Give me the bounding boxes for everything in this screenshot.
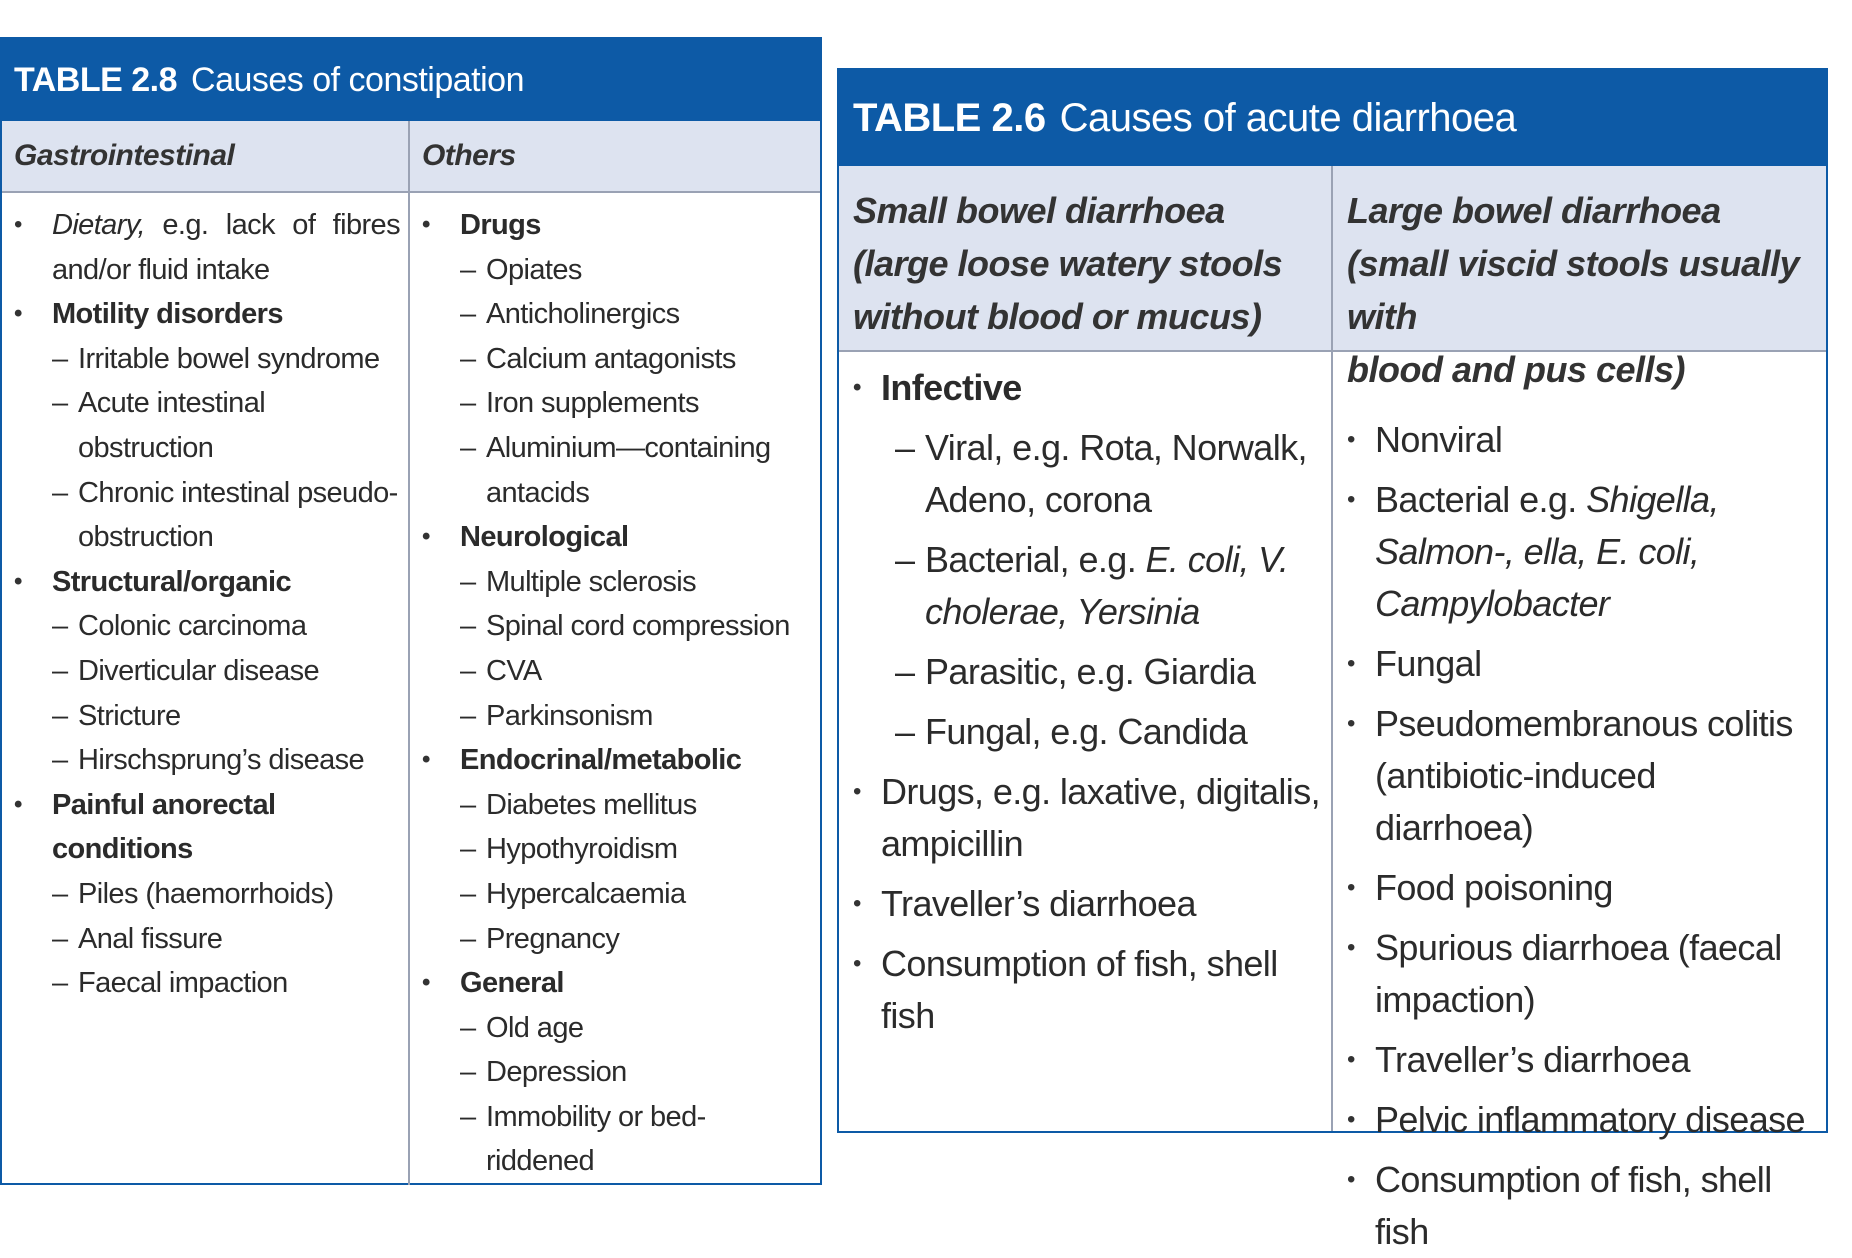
list-item: • Nonviral	[1333, 414, 1818, 466]
list-item-dietary	[2, 203, 400, 292]
list-item: – CVA	[460, 649, 812, 694]
list-item: – Viral, e.g. Rota, Norwalk, Adeno, corona	[895, 422, 1323, 526]
list-item: – Hypercalcaemia	[460, 872, 812, 917]
column-header-gastrointestinal: Gastrointestinal	[2, 121, 410, 191]
list-item: – Chronic intestinal pseudo-obstruction	[52, 471, 400, 560]
list-item: • Pseudomembranous colitis (antibiotic-induced diarrhoea)	[1333, 698, 1818, 854]
list-item: – Opiates	[460, 248, 812, 293]
category-general	[410, 961, 812, 1184]
column-header-large-bowel	[1333, 166, 1826, 390]
list-item: – Faecal impaction	[52, 961, 400, 1006]
others-column	[410, 193, 820, 1185]
header-line: Large bowel diarrhoea	[1347, 190, 1721, 231]
list-item	[1333, 474, 1818, 630]
list-item: • Traveller’s diarrhoea	[839, 878, 1323, 930]
list-item: – Acute intestinal obstruction	[52, 381, 400, 470]
diarrhoea-table	[837, 68, 1828, 1252]
category-drugs	[410, 203, 812, 515]
category-label: Endocrinal/metabolic	[460, 744, 742, 777]
item-text: Bacterial, e.g.	[925, 539, 1146, 580]
gastrointestinal-column	[2, 193, 410, 1185]
list-item: – Anal fissure	[52, 917, 400, 962]
small-bowel-column	[839, 352, 1333, 1131]
category-painful-anorectal	[2, 783, 400, 1006]
list-item: • Food poisoning	[1333, 862, 1818, 914]
category-label: • Infective	[881, 367, 1022, 408]
list-item: – Pregnancy	[460, 917, 812, 962]
column-header-others: Others	[422, 139, 516, 172]
table-title-bar	[2, 39, 820, 121]
list-item: – Diabetes mellitus	[460, 783, 812, 828]
list-item: • Spurious diarrhoea (faecal impaction)	[1333, 922, 1818, 1026]
list-item: • Consumption of fish, shell fish	[839, 938, 1323, 1042]
list-item: – Parasitic, e.g. Giardia	[895, 646, 1323, 698]
dietary-text: e.g. lack of fibres and/or fluid intake	[52, 209, 400, 286]
large-bowel-column	[1333, 352, 1826, 1252]
table-body-row	[839, 352, 1826, 1252]
list-item: • Fungal	[1333, 638, 1818, 690]
constipation-table	[0, 37, 822, 1185]
category-endocrinal	[410, 738, 812, 961]
item-italic-text: E. coli, V. cholerae, Yersinia	[925, 539, 1289, 632]
table-body-row	[2, 193, 820, 1185]
list-item: – Stricture	[52, 694, 400, 739]
category-label: Motility disorders	[52, 298, 283, 331]
list-item: • Drugs, e.g. laxative, digitalis, ampicillin	[839, 766, 1323, 870]
table-title: Causes of constipation	[191, 60, 524, 99]
list-item: – Hirschsprung’s disease	[52, 738, 400, 783]
category-label: Painful anorectal conditions	[52, 788, 276, 866]
list-item: – Fungal, e.g. Candida	[895, 706, 1323, 758]
item-text: Bacterial e.g.	[1375, 479, 1587, 520]
list-item: – Depression	[460, 1050, 812, 1095]
list-item: – Spinal cord compression	[460, 604, 812, 649]
item-italic-text: Shigella, Salmon-, ella, E. coli, Campylobacter	[1375, 479, 1719, 624]
header-line: (large loose watery stools	[853, 243, 1283, 284]
category-neurological	[410, 515, 812, 738]
list-item	[895, 534, 1323, 638]
category-label: Drugs	[460, 209, 541, 241]
category-label: Neurological	[460, 521, 629, 554]
list-item: • Pelvic inflammatory disease	[1333, 1094, 1818, 1146]
list-item: – Hypothyroidism	[460, 827, 812, 872]
table-title-bar	[839, 70, 1826, 166]
table-number: TABLE 2.8	[14, 60, 178, 99]
list-item: • Traveller’s diarrhoea	[1333, 1034, 1818, 1086]
list-item: • Consumption of fish, shell fish	[1333, 1154, 1818, 1258]
list-item: – Parkinsonism	[460, 694, 812, 739]
header-line: blood and pus cells)	[1347, 349, 1686, 390]
list-item: – Calcium antagonists	[460, 337, 812, 382]
list-item: – Irritable bowel syndrome	[52, 337, 400, 382]
category-motility	[2, 292, 400, 560]
column-header-small-bowel	[839, 166, 1333, 350]
category-label: General	[460, 967, 564, 1000]
dietary-lead: Dietary,	[52, 209, 145, 241]
list-item: – Colonic carcinoma	[52, 604, 400, 649]
list-item: – Multiple sclerosis	[460, 560, 812, 605]
list-item: – Diverticular disease	[52, 649, 400, 694]
table-header-row	[2, 121, 820, 193]
category-label: Structural/organic	[52, 565, 291, 598]
table-title: Causes of acute diarrhoea	[1059, 95, 1517, 140]
header-line: Small bowel diarrhoea	[853, 190, 1225, 231]
list-item: – Immobility or bed-riddened	[460, 1095, 812, 1184]
list-item: – Iron supplements	[460, 381, 812, 426]
list-item: – Aluminium—containing antacids	[460, 426, 812, 515]
header-line: without blood or mucus)	[853, 296, 1262, 337]
list-item: – Piles (haemorrhoids)	[52, 872, 400, 917]
header-line: (small viscid stools usually with	[1347, 243, 1800, 337]
list-item: – Old age	[460, 1006, 812, 1051]
table-number: TABLE 2.6	[853, 95, 1046, 140]
list-item: – Anticholinergics	[460, 292, 812, 337]
category-infective	[839, 362, 1323, 758]
category-structural	[2, 560, 400, 783]
